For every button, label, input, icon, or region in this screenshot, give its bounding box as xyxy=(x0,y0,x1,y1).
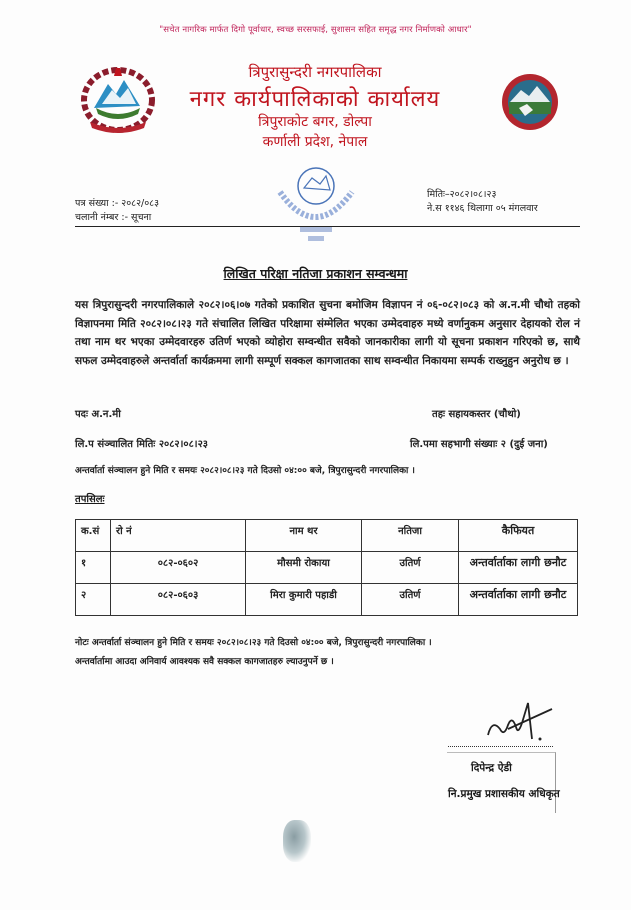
municipal-motto: "सचेत नागरिक मार्फत दिगो पूर्वाधार, स्वच्छ सरसफाई, सुशासन सहित समृद्ध नगर निर्माणको आधार" xyxy=(159,25,472,35)
dispatch-number: चलानी नंम्बर :- सूचना xyxy=(75,212,152,223)
office-address: त्रिपुराकोट बगर, डोल्पा xyxy=(258,114,372,130)
nepal-emblem-logo xyxy=(78,64,158,136)
details-label: तपसिलः xyxy=(75,494,105,505)
note-line-1: नोटः अन्तर्वार्ता संञ्चालन हुने मिति र समयः २०८२।०८।२३ गते दिउसो ०४:०० बजे, त्रिपुरासुन्दरी नगरपालिका । xyxy=(75,638,432,648)
municipality-name: त्रिपुरासुन्दरी नगरपालिका xyxy=(248,63,382,81)
cell-name: मिरा कुमारी पहाडी xyxy=(246,584,362,616)
cell-name: मौसमी रोकाया xyxy=(246,552,362,584)
header-remarks: कैफियत xyxy=(459,520,578,552)
signature-line xyxy=(448,746,553,747)
signatory-name: दिपेन्द्र ऐडी xyxy=(471,762,512,774)
header-divider xyxy=(75,226,580,227)
letter-date: मितिः–२०८२।०८।२३ xyxy=(427,189,497,200)
header-result: नतिजा xyxy=(362,520,459,552)
cell-remarks: अन्तर्वार्ताका लागी छनौट xyxy=(459,584,578,616)
cell-serial: २ xyxy=(76,584,111,616)
post-info: पदः अ.न.मी xyxy=(75,409,121,420)
letter-number: पत्र संख्या :- २०८२/०८३ xyxy=(75,198,160,209)
office-stamp xyxy=(270,162,360,248)
nepal-sambat-date: ने.स ११४६ थिलागा ०५ मंगलवार xyxy=(427,203,538,214)
cell-remarks: अन्तर्वार्ताका लागी छनौट xyxy=(459,552,578,584)
signature-scribble xyxy=(478,695,558,751)
header-name: नाम थर xyxy=(246,520,362,552)
municipality-logo xyxy=(497,72,563,132)
participants-info: लि.पमा सहभागी संख्याः २ (दुई जना) xyxy=(410,439,548,450)
cell-serial: १ xyxy=(76,552,111,584)
cell-result: उतिर्ण xyxy=(362,584,459,616)
notice-title: लिखित परिक्षा नतिजा प्रकाशन सम्वन्धमा xyxy=(223,266,408,281)
note-line-2: अन्तर्वार्तामा आउदा अनिवार्य आवश्यक सवै सक्कल कागजातहरु ल्याउनुपर्ने छ । xyxy=(75,657,334,667)
cell-result: उतिर्ण xyxy=(362,552,459,584)
interview-schedule: अन्तर्वार्ता संञ्चालन हुने मिति र समयः २०८२।०८।२३ गते दिउसो ०४:०० बजे, त्रिपुरासुन्दरी नगरपालिका । xyxy=(75,466,415,476)
cell-roll: ०८२-०६०२ xyxy=(111,552,246,584)
table-row xyxy=(76,552,578,584)
table-header-row xyxy=(76,520,578,552)
header-serial: क.सं xyxy=(76,520,111,552)
notice-body: यस त्रिपुरासुन्दरी नगरपालिकाले २०८२।०६।०७ गतेको प्रकाशित सुचना बमोजिम विज्ञापन नं ०६-०८२।०८३ को अ.न.मी चौथो तहको विज्ञापनमा मिति २०८२।०८।२३ गते संचालित लिखित परिक्षामा संम्मेलित भएका उम्मेदवाहरु मध्ये वर्णानुकम अनुसार देहायको रोल नं तथा नाम थर भएका उम्मेदवारहरु उतिर्ण भएको व्योहोरा सम्वन्धीत सवैको जानकारीका लागी यो सूचना प्रकाशन गरिएको छ, साथै सफल उम्मेदवाहरुले अन्तर्वार्ता कार्यक्रममा लागी सम्पूर्ण सक्कल कागजातका साथ सम्वन्धीत निकायमा सम्पर्क राख्नुहुन अनुरोध छ । xyxy=(75,299,580,367)
office-name: नगर कार्यपालिकाको कार्यालय xyxy=(189,87,441,112)
exam-date-info: लि.प संञ्चालित मितिः २०८२।०८।२३ xyxy=(75,439,208,450)
header-roll: रो नं xyxy=(111,520,246,552)
note-section xyxy=(75,634,432,672)
scan-smudge xyxy=(283,820,311,862)
letter-dates xyxy=(427,188,538,216)
level-info: तहः सहायकस्तर (चौथो) xyxy=(432,409,521,420)
letter-reference xyxy=(75,197,159,225)
signatory-title: नि.प्रमुख प्रशासकीय अधिकृत xyxy=(448,788,560,800)
office-province: कर्णाली प्रदेश, नेपाल xyxy=(262,134,368,150)
results-table xyxy=(75,519,578,616)
cell-roll: ०८२-०६०३ xyxy=(111,584,246,616)
table-row xyxy=(76,584,578,616)
